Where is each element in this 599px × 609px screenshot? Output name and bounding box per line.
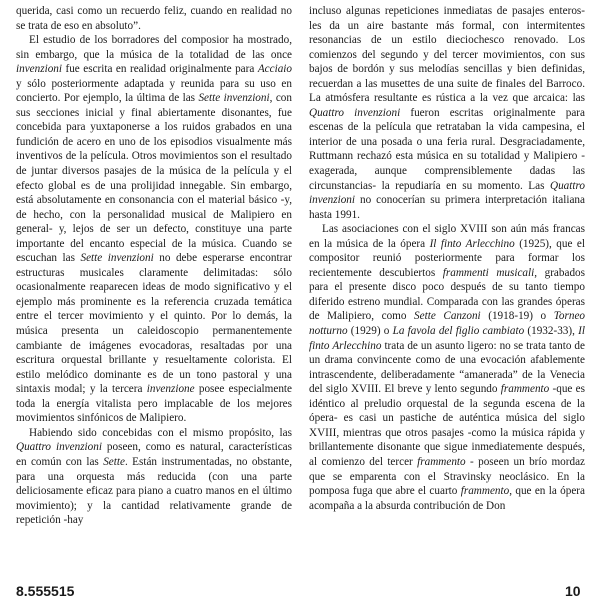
- italic-title: Sette Canzoni: [414, 310, 481, 323]
- text-run: , con sus secciones inicial y final abiertamente disonantes, fue concebida para yuxtaponerse a los ruidos grabados en una fundición de acero en uno de los episodios visualmente más inventivos de la película. Otros movimientos son el resultado de juntar diversos pasajes de la música de la película y el efecto global es de una prolijidad innegable. Sin embargo, está absolutamente en consonancia con el material básico -y, de hecho, con la personalidad musical de Malipiero en general- y, lejos de ser un defecto, constituye una parte importante del encanto especial de la música. Cuando se escuchan las: [16, 92, 292, 265]
- italic-title: Quattro invenzioni: [16, 441, 102, 454]
- text-run: (1929) o: [347, 325, 393, 338]
- text-run: poseen, como es natural, características en común con las: [16, 441, 293, 468]
- text-run: - poseen un brío mordaz que se emparenta con el Stravinsky neoclásico. En la pomposa fuga que abre el cuarto: [309, 455, 586, 498]
- text-run: fue escrita en realidad originalmente para: [62, 63, 258, 76]
- italic-title: La favola del figlio cambiato: [392, 325, 525, 338]
- paragraph: [309, 222, 585, 513]
- paragraph: [309, 4, 585, 222]
- catalog-number: 8.555515: [16, 583, 75, 599]
- italic-title: Acciaio: [257, 63, 292, 76]
- paragraph: [16, 4, 292, 33]
- text-run: y sólo posteriormente adaptada y reunida para su uso en concierto. Por ejemplo, la última de las: [16, 77, 292, 105]
- italic-title: frammento: [417, 455, 466, 468]
- italic-title: frammento: [460, 485, 510, 498]
- text-run: , que en la ópera acompaña a la absurda contribución de Don: [309, 485, 585, 512]
- italic-title: frammenti musicali: [442, 266, 535, 279]
- text-run: -que es idéntico al preludio orquestal de la segunda escena de la ópera- es casi un pastiche de auténtica música del siglo XVIII, mientras que otros pasajes -como la música rápida y brillantemente disonante que sigue inmediatemente después, al comienzo del tercer: [309, 383, 585, 468]
- text-run: no conocerían su primera interpretación italiana hasta 1991.: [309, 194, 585, 221]
- text-run: Las asociaciones con el siglo XVIII son aún más francas en la música de la ópera: [309, 223, 585, 250]
- italic-title: Quattro invenzioni: [309, 179, 585, 207]
- italic-title: frammento: [500, 383, 550, 396]
- paragraph: [16, 33, 292, 426]
- italic-title: Sette invenzioni: [198, 92, 270, 105]
- italic-title: Il finto Arlecchino: [429, 237, 515, 250]
- right-text-column: [309, 4, 585, 513]
- page-number: 10: [565, 583, 581, 599]
- text-run: (1932-33),: [524, 325, 579, 338]
- text-run: , grabados para el presente disco poco después de su tanto tiempo diferido estreno mundial. Comparada con las grandes óperas de Malipiero, como: [309, 266, 585, 323]
- text-run: fueron escritas originalmente para escenas de la película que retrataban la vida campesina, el interior de una posada o una feria rural. Desgraciadamente, Ruttmann rechazó esta música en su totalidad y Malipiero - exagerada, aunque comprensiblemente dadas las circunstancias- la repudiaría en su momento. Las: [309, 106, 585, 192]
- italic-title: Torneo notturno: [309, 310, 586, 338]
- italic-title: Sette invenzioni: [80, 252, 154, 265]
- italic-title: invenzioni: [16, 63, 62, 76]
- italic-title: Quattro invenzioni: [309, 106, 401, 119]
- text-run: trata de un asunto ligero: no se trata tanto de un drama convincente como de una evocación afablemente intrascendente, deliberadamente “amanerada” de la Venecia del siglo XVIII. El breve y lento segundo: [309, 339, 585, 396]
- text-run: posee especialmente toda la energía vitalista pero implacable de los mejores movimientos sinfónicos de Malipiero.: [16, 383, 292, 425]
- italic-title: Sette: [103, 455, 125, 468]
- text-run: Habiendo sido concebidas con el mismo propósito, las: [29, 426, 292, 439]
- italic-title: Il finto Arlecchino: [309, 325, 585, 352]
- italic-title: invenzione: [146, 383, 195, 396]
- left-text-column: [16, 4, 292, 528]
- paragraph: [16, 426, 292, 528]
- text-run: no debe esperarse encontrar estructuras musicales claramente delimitadas: sólo ocasionalmente reaparecen ideas de modo significativo y el ejemplo más prominente es la referencia cruzada temática entre el tercer movimiento y el quinto. Por lo demás, la música presenta un caleidoscopio permanentemente cambiante de imágenes evocadoras, resaltadas por una escritura orquestal brillante y resueltamente colorista. El estilo melódico dominante es de un tono pastoral y una sintaxis modal; y la tercera: [16, 252, 292, 396]
- text-run: . Están instrumentadas, no obstante, para una orquesta más reducida (con una parte deliciosamente eficaz para piano a cuatro manos en el último movimiento); y la cantidad relativamente grande de repetición -hay: [16, 455, 293, 527]
- text-run: (1918-19) o: [480, 310, 554, 323]
- text-run: incluso algunas repeticiones inmediatas de pasajes enteros- les da un aire bastante más formal, con intermitentes resonancias de un estilo dieciochesco renovado. Los comienzos del segundo y del tercer movimientos, con sus bajos de bordón y sus melodías sencillas y bien definidas, recuerdan a las musettes de una suite de finales del Barroco. La atmósfera resultante es rústica a la vez que arcaica: las: [309, 5, 585, 105]
- text-run: El estudio de los borradores del composior ha mostrado, sin embargo, que la música de la totalidad de las once: [16, 34, 292, 61]
- text-run: querida, casi como un recuerdo feliz, cuando en realidad no se trata de eso en absoluto”.: [16, 5, 292, 32]
- text-run: (1925), que el compositor reunió posteriormente para formar los recientemente descubiertos: [309, 237, 585, 279]
